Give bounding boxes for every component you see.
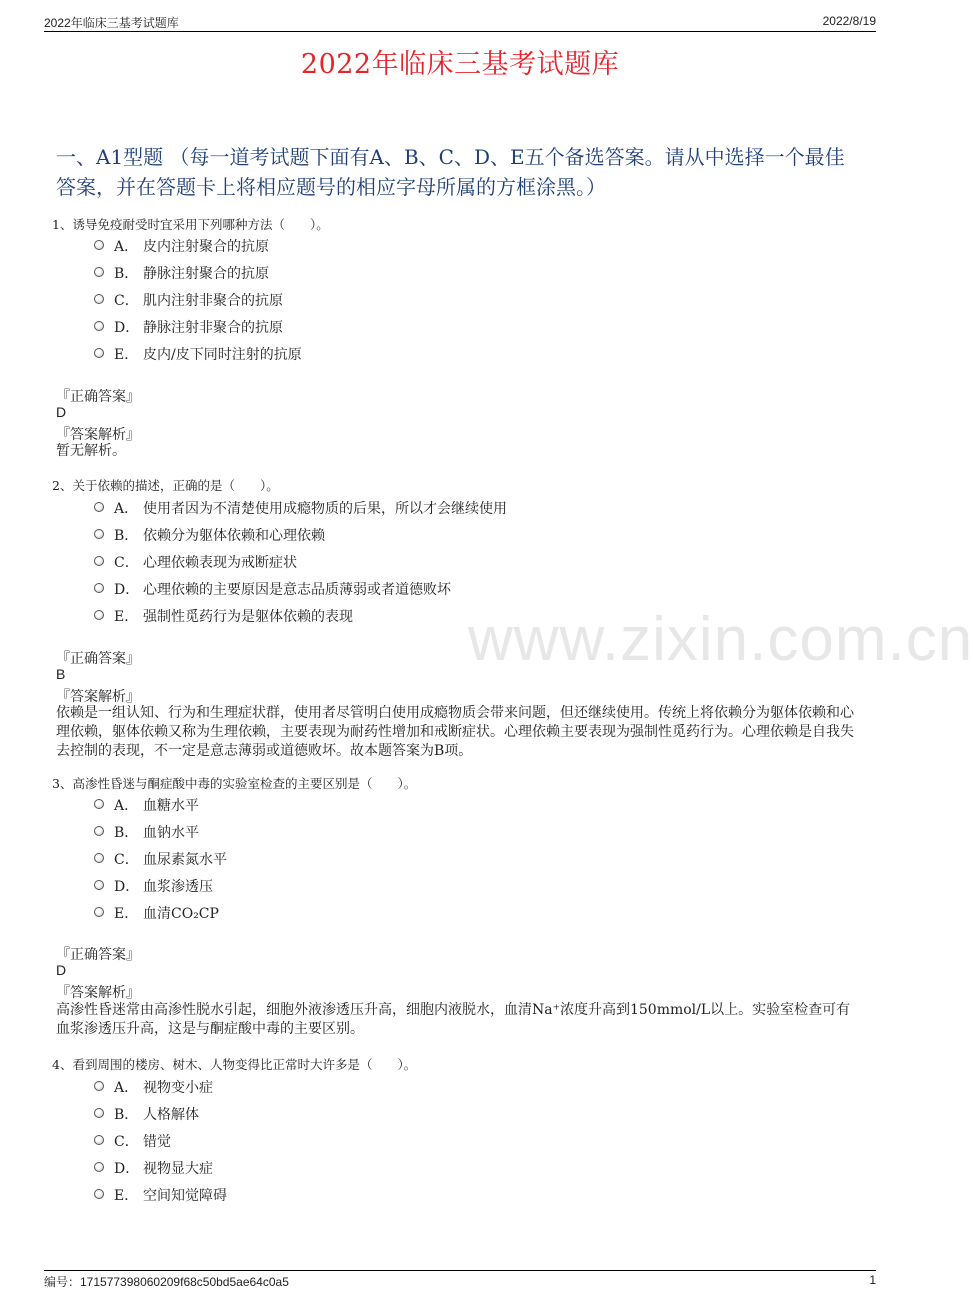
radio-icon[interactable] bbox=[94, 1135, 104, 1145]
question-4-stem: 4、看到周围的楼房、树木、人物变得比正常时大许多是（ ）。 bbox=[52, 1057, 417, 1072]
radio-icon[interactable] bbox=[94, 267, 104, 277]
option-letter: A． bbox=[114, 239, 139, 255]
option-letter: B． bbox=[114, 825, 139, 841]
radio-icon[interactable] bbox=[94, 853, 104, 863]
question-3-stem: 3、高渗性昏迷与酮症酸中毒的实验室检查的主要区别是（ ）。 bbox=[52, 776, 417, 791]
question-1-stem: 1、诱导免疫耐受时宜采用下列哪种方法（ ）。 bbox=[52, 217, 329, 232]
option-text: 空间知觉障碍 bbox=[143, 1188, 227, 1204]
option-letter: C． bbox=[114, 293, 139, 309]
option-text: 使用者因为不清楚使用成瘾物质的后果，所以才会继续使用 bbox=[143, 501, 507, 517]
option-letter: D． bbox=[114, 879, 140, 895]
radio-icon[interactable] bbox=[94, 583, 104, 593]
page-number: 1 bbox=[869, 1273, 876, 1287]
option-text: 皮内/皮下同时注射的抗原 bbox=[143, 347, 302, 363]
radio-icon[interactable] bbox=[94, 502, 104, 512]
header-doc-title: 2022年临床三基考试题库 bbox=[44, 16, 179, 30]
option-letter: E． bbox=[114, 347, 139, 363]
explanation-label: 『答案解析』 bbox=[56, 689, 140, 705]
radio-icon[interactable] bbox=[94, 294, 104, 304]
radio-icon[interactable] bbox=[94, 1108, 104, 1118]
radio-icon[interactable] bbox=[94, 826, 104, 836]
explanation-label: 『答案解析』 bbox=[56, 985, 140, 1001]
answer-value: B bbox=[56, 666, 66, 682]
page-header bbox=[44, 13, 876, 32]
radio-icon[interactable] bbox=[94, 529, 104, 539]
explanation-text: 高渗性昏迷常由高渗性脱水引起，细胞外液渗透压升高，细胞内液脱水，血清Na⁺浓度升高到150mmol/L以上。实验室检查可有血浆渗透压升高，这是与酮症酸中毒的主要区别。 bbox=[56, 1002, 851, 1037]
option-letter: D． bbox=[114, 1161, 140, 1177]
option-text: 血清CO₂CP bbox=[143, 906, 219, 922]
option-letter: A． bbox=[114, 501, 139, 517]
option-letter: C． bbox=[114, 555, 139, 571]
radio-icon[interactable] bbox=[94, 880, 104, 890]
question-2-stem: 2、关于依赖的描述，正确的是（ ）。 bbox=[52, 478, 279, 493]
radio-icon[interactable] bbox=[94, 321, 104, 331]
radio-icon[interactable] bbox=[94, 1081, 104, 1091]
option-text: 血浆渗透压 bbox=[143, 879, 213, 895]
option-letter: C． bbox=[114, 1134, 139, 1150]
option-text: 静脉注射聚合的抗原 bbox=[143, 266, 269, 282]
explanation-text: 暂无解析。 bbox=[56, 443, 126, 459]
radio-icon[interactable] bbox=[94, 1162, 104, 1172]
section-heading: 一、A1型题 （每一道考试题下面有A、B、C、D、E五个备选答案。请从中选择一个最佳答案，并在答题卡上将相应题号的相应字母所属的方框涂黑。） bbox=[56, 145, 845, 199]
option-letter: B． bbox=[114, 528, 139, 544]
watermark: www.zixin.com.cn bbox=[468, 605, 973, 674]
option-letter: E． bbox=[114, 1188, 139, 1204]
option-text: 心理依赖表现为戒断症状 bbox=[143, 555, 297, 571]
option-text: 视物显大症 bbox=[143, 1161, 213, 1177]
option-text: 强制性觅药行为是躯体依赖的表现 bbox=[143, 609, 353, 625]
radio-icon[interactable] bbox=[94, 240, 104, 250]
option-text: 人格解体 bbox=[143, 1107, 199, 1123]
option-text: 错觉 bbox=[143, 1134, 171, 1150]
option-text: 皮内注射聚合的抗原 bbox=[143, 239, 269, 255]
option-letter: C． bbox=[114, 852, 139, 868]
answer-label: 『正确答案』 bbox=[56, 651, 140, 667]
radio-icon[interactable] bbox=[94, 610, 104, 620]
radio-icon[interactable] bbox=[94, 907, 104, 917]
option-letter: B． bbox=[114, 1107, 139, 1123]
option-letter: E． bbox=[114, 609, 139, 625]
option-letter: B． bbox=[114, 266, 139, 282]
option-letter: A． bbox=[114, 1080, 139, 1096]
option-text: 肌内注射非聚合的抗原 bbox=[143, 293, 283, 309]
option-text: 静脉注射非聚合的抗原 bbox=[143, 320, 283, 336]
option-text: 血尿素氮水平 bbox=[143, 852, 227, 868]
answer-value: D bbox=[56, 404, 67, 420]
explanation-text: 依赖是一组认知、行为和生理症状群，使用者尽管明白使用成瘾物质会带来问题，但还继续使用。传统上将依赖分为躯体依赖和心理依赖，躯体依赖又称为生理依赖，主要表现为耐药性增加和戒断症状。心理依赖主要表现为强制性觅药行为。心理依赖是自我失去控制的表现，不一定是意志薄弱或道德败坏。故本题答案为B项。 bbox=[56, 705, 854, 759]
radio-icon[interactable] bbox=[94, 1189, 104, 1199]
option-letter: A． bbox=[114, 798, 139, 814]
option-letter: D． bbox=[114, 320, 140, 336]
document-title: 2022年临床三基考试题库 bbox=[300, 49, 620, 80]
explanation-label: 『答案解析』 bbox=[56, 427, 140, 443]
answer-value: D bbox=[56, 962, 67, 978]
radio-icon[interactable] bbox=[94, 556, 104, 566]
option-text: 心理依赖的主要原因是意志品质薄弱或者道德败坏 bbox=[143, 582, 451, 598]
page-footer bbox=[44, 1270, 876, 1289]
option-text: 血钠水平 bbox=[143, 825, 199, 841]
answer-label: 『正确答案』 bbox=[56, 947, 140, 963]
option-letter: D． bbox=[114, 582, 140, 598]
footer-doc-id: 编号：17157739806020​9f68c50bd5ae64c0a5 bbox=[44, 1275, 289, 1289]
radio-icon[interactable] bbox=[94, 799, 104, 809]
header-date: 2022/8/19 bbox=[822, 14, 876, 28]
option-text: 依赖分为躯体依赖和心理依赖 bbox=[143, 528, 325, 544]
option-letter: E． bbox=[114, 906, 139, 922]
option-text: 血糖水平 bbox=[143, 798, 199, 814]
option-text: 视物变小症 bbox=[143, 1080, 213, 1096]
radio-icon[interactable] bbox=[94, 348, 104, 358]
answer-label: 『正确答案』 bbox=[56, 389, 140, 405]
